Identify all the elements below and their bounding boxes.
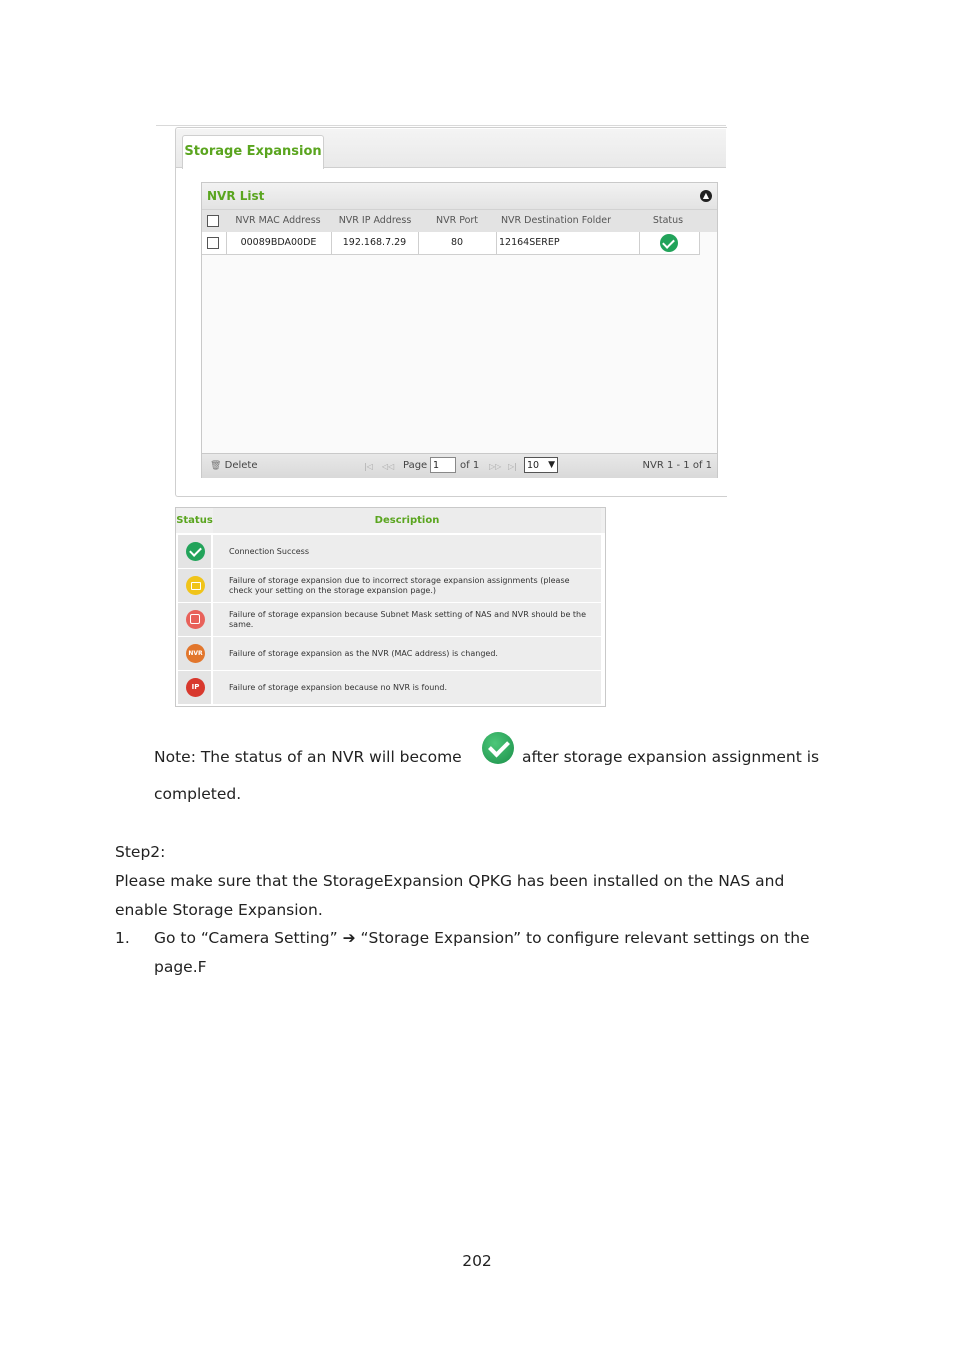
- page-count-label: of 1: [460, 460, 480, 471]
- per-page-select[interactable]: [524, 457, 558, 473]
- step-heading: Step2:: [115, 843, 166, 861]
- collapse-icon[interactable]: ▲: [700, 190, 712, 202]
- page-label: Page: [403, 460, 428, 471]
- table-header: [202, 210, 717, 232]
- cell-port: 80: [450, 237, 464, 248]
- legend-row: [176, 637, 605, 670]
- nvr-icon: NVR: [186, 644, 205, 663]
- legend-description: Connection Success: [213, 535, 601, 568]
- chevron-down-icon: ▼: [548, 460, 555, 470]
- legend-row: [176, 569, 605, 602]
- paragraph-line2: enable Storage Expansion.: [115, 901, 323, 919]
- tab-storage-expansion[interactable]: Storage Expansion: [182, 135, 324, 169]
- table-row[interactable]: [202, 232, 700, 255]
- legend-status-cell: [178, 603, 211, 636]
- storage-expansion-screenshot: [156, 125, 726, 497]
- list-item-line2: page.F: [154, 958, 207, 976]
- last-page-icon[interactable]: ▷|: [508, 462, 517, 471]
- status-success-icon: [660, 234, 678, 252]
- first-page-icon[interactable]: |◁: [364, 462, 373, 471]
- note-text-line2: completed.: [154, 785, 242, 803]
- note-text-end: after storage expansion assignment is: [522, 748, 820, 766]
- panel-top-divider: [156, 125, 726, 126]
- legend-status-cell: [178, 569, 211, 602]
- range-text: NVR 1 - 1 of 1: [642, 460, 712, 471]
- trash-icon: 🗑: [210, 461, 222, 471]
- column-header-folder[interactable]: NVR Destination Folder: [500, 215, 612, 226]
- column-header-status[interactable]: Status: [652, 215, 684, 226]
- legend-status-cell: [178, 535, 211, 568]
- legend-row: [176, 603, 605, 636]
- next-page-icon[interactable]: ▷▷: [489, 462, 502, 471]
- legend-description-header: Description: [213, 508, 601, 533]
- legend-description: Failure of storage expansion because no NVR is found.: [213, 671, 601, 704]
- select-all-checkbox[interactable]: [207, 215, 219, 227]
- page-number-input[interactable]: 1: [430, 457, 456, 473]
- prev-page-icon[interactable]: ◁◁: [382, 462, 395, 471]
- list-item-line1: Go to “Camera Setting” ➔ “Storage Expansion” to configure relevant settings on the: [154, 929, 810, 947]
- delete-button[interactable]: [210, 460, 257, 471]
- page-number: 202: [462, 1252, 492, 1270]
- column-divider: [496, 232, 497, 254]
- column-header-port[interactable]: NVR Port: [435, 215, 479, 226]
- camera-warning-icon: [186, 576, 205, 595]
- legend-status-header: Status: [176, 515, 213, 526]
- nvr-list-title: NVR List: [207, 189, 265, 203]
- nvr-list-header: [202, 183, 717, 210]
- column-header-mac[interactable]: NVR MAC Address: [235, 215, 321, 226]
- legend-header: [176, 508, 605, 533]
- per-page-value: 10: [527, 460, 540, 471]
- cell-mac: 00089BDA00DE: [240, 237, 317, 248]
- paragraph-line1: Please make sure that the StorageExpansion QPKG has been installed on the NAS and: [115, 872, 785, 890]
- status-legend-table: [175, 507, 606, 707]
- nvr-list-panel: [201, 182, 718, 478]
- success-check-icon: [482, 732, 514, 764]
- legend-description: Failure of storage expansion due to incorrect storage expansion assignments (please check your setting on the storage expansion page.): [213, 569, 601, 602]
- check-icon: [186, 542, 205, 561]
- legend-status-cell: [178, 671, 211, 704]
- column-header-ip[interactable]: NVR IP Address: [338, 215, 412, 226]
- note-text-start: Note: The status of an NVR will become: [154, 748, 462, 766]
- pagination-bar: [202, 453, 717, 478]
- cell-ip: 192.168.7.29: [342, 237, 407, 248]
- legend-description: Failure of storage expansion because Subnet Mask setting of NAS and NVR should be the same.: [213, 603, 601, 636]
- column-divider: [639, 232, 640, 254]
- delete-label: Delete: [224, 460, 258, 471]
- row-checkbox[interactable]: [207, 237, 219, 249]
- legend-status-cell: [178, 637, 211, 670]
- legend-row: [176, 671, 605, 704]
- ip-icon: IP: [186, 678, 205, 697]
- cell-folder: 12164SEREP: [499, 237, 560, 248]
- legend-row: [176, 535, 605, 568]
- list-item-number: 1.: [115, 929, 130, 947]
- subnet-mask-icon: [186, 610, 205, 629]
- legend-description: Failure of storage expansion as the NVR (MAC address) is changed.: [213, 637, 601, 670]
- tab-strip: [176, 129, 726, 168]
